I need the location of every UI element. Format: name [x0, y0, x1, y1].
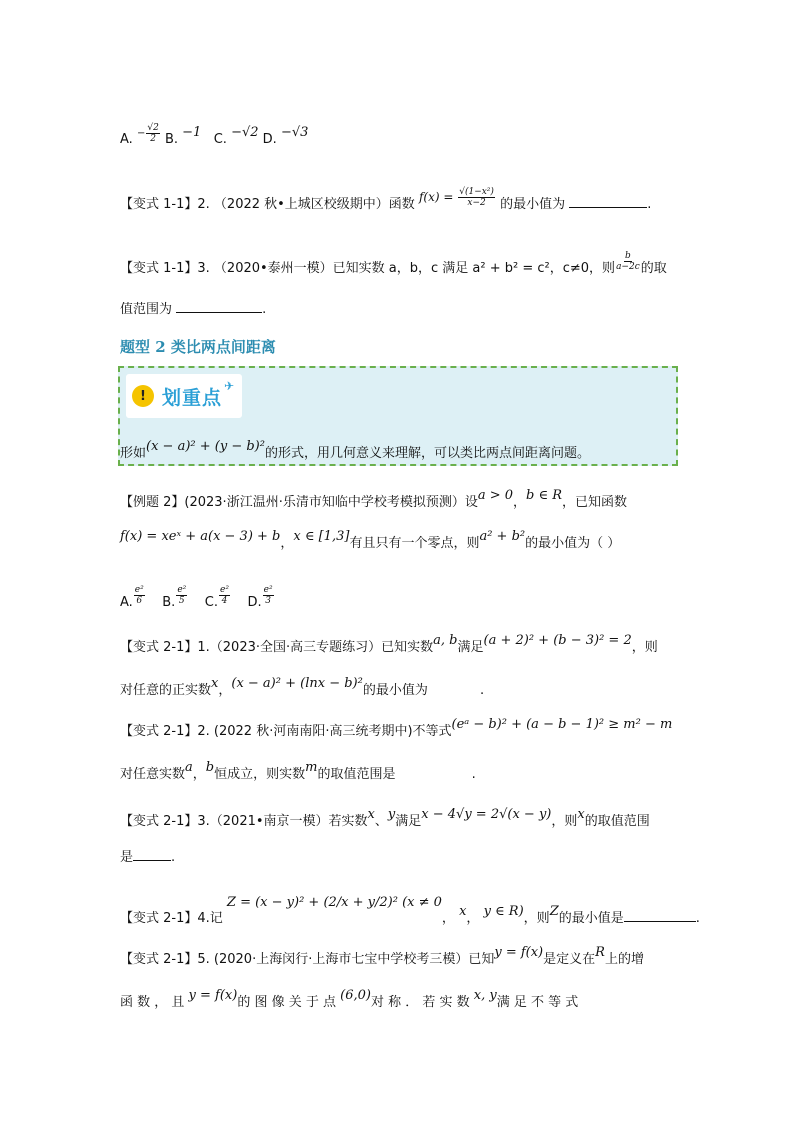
formula: $\frac{b}{a-2c}$ [616, 251, 640, 272]
option-a-label: A. [120, 132, 133, 147]
option-d-label: D. [262, 132, 277, 147]
variant-2-1-1 [120, 633, 658, 655]
badge-label: 划重点 [162, 386, 223, 409]
variant-tag: 【变式 1-1】3. [120, 261, 210, 276]
function: y = f(x) [494, 945, 544, 960]
answer-blank[interactable] [176, 300, 262, 313]
answer-blank[interactable] [569, 195, 647, 208]
variable-y: y [387, 807, 396, 822]
question-text: 函 数 ， 且 [120, 995, 185, 1010]
question-text-cont: 的 图 像 关 于 点 [237, 995, 337, 1010]
variant-source: 5. (2020·上海闵行·上海市七宝中学校考三模）已知 [197, 952, 495, 967]
question-text-cont: ，则 [523, 911, 550, 926]
period: . [171, 850, 176, 865]
variable-x: x [577, 807, 585, 822]
variant-source: （2023·全国·高三专题练习）已知实数 [209, 640, 434, 655]
period: . [262, 302, 267, 317]
answer-blank[interactable] [624, 909, 696, 922]
target-expression: a² + b² [479, 529, 526, 544]
question-text: 有且只有一个零点，则 [349, 536, 480, 551]
question-text: 满足 [395, 814, 422, 829]
note-formula: (x − a)² + (y − b)² [146, 439, 265, 454]
period: . [471, 767, 476, 782]
example-source: (2023·浙江温州·乐清市知临中学校考模拟预测）设 [184, 495, 478, 510]
question-text-end: 的取值范围 [584, 814, 650, 829]
variant-1-1-2 [120, 187, 652, 215]
point: (6,0) [340, 988, 371, 1003]
question-text-cont: 的取 [640, 261, 667, 276]
variant-2-1-3 [120, 807, 650, 829]
separator: ， [513, 495, 527, 510]
option-a-value: $\frac{\text{e²}}{6}$ [134, 585, 144, 606]
separator: ， [218, 683, 232, 698]
condition: y ∈ R) [483, 904, 524, 919]
question-text: 值范围为 [120, 302, 173, 317]
question-text: 对任意实数 [120, 767, 186, 782]
formula: f(x) = $\frac{\text{√(1−x²)}}{x-2}$ [418, 187, 494, 208]
question-text-end: 的最小值为 [362, 683, 428, 698]
question-text-cont: 对 称 ． 若 实 数 [370, 995, 470, 1010]
variant-tag: 【变式 2-1】3. [120, 814, 210, 829]
question-text: 对任意的正实数 [120, 683, 212, 698]
period: . [647, 197, 652, 212]
function-formula: f(x) = xeˣ + a(x − 3) + b [120, 529, 281, 544]
example-2 [120, 488, 628, 510]
option-c-value: $\frac{\text{e²}}{4}$ [220, 585, 229, 606]
variant-source: （2021•南京一模）若实数 [209, 814, 368, 829]
variables: a, b [433, 633, 458, 648]
condition: (a + 2)² + (b − 3)² = 2 [483, 633, 632, 648]
variant-source: （2022 秋•上城区校级期中）函数 [213, 197, 415, 212]
variant-2-1-5-line2 [120, 988, 579, 1010]
question-text-cont: 恒成立，则实数 [214, 767, 306, 782]
question-1-options [120, 123, 309, 151]
answer-blank[interactable] [133, 848, 171, 861]
key-point-badge [126, 374, 242, 418]
variant-tag: 【变式 2-1】 [120, 911, 198, 926]
variant-2-1-2 [120, 717, 673, 739]
function: y = f(x) [188, 988, 238, 1003]
question-text: 4.记 [197, 911, 223, 926]
question-text: 是定义在 [543, 952, 596, 967]
variant-tag: 【变式 2-1】 [120, 952, 198, 967]
option-b-value: −1 [182, 125, 202, 140]
separator: ， [466, 911, 480, 926]
variable-a: a [185, 760, 193, 775]
question-text: 是 [120, 850, 134, 865]
variables: x, y [473, 988, 497, 1003]
question-text-end: 的取值范围是 [317, 767, 396, 782]
question-text-cont: ，则 [551, 814, 578, 829]
separator: ， [192, 767, 206, 782]
variable-x: x [211, 676, 219, 691]
variant-2-1-2-line2 [120, 760, 476, 782]
lightbulb-icon: ! [132, 385, 154, 407]
example-2-line2 [120, 529, 621, 551]
option-b-label: B. [164, 132, 178, 147]
option-c-label: C. [213, 132, 227, 147]
variant-1-1-3-line2 [120, 298, 266, 317]
option-d-value: −√3 [280, 125, 309, 140]
question-text: （2020•泰州一模）已知实数 a，b，c 满足 a² + b² = c²，c≠0，则 [213, 261, 616, 276]
option-c-value: −√2 [231, 125, 259, 140]
separator: ， [441, 911, 455, 926]
question-text-end: ，则 [631, 640, 658, 655]
variant-tag: 【变式 2-1】1. [120, 640, 210, 655]
option-b-value: $\frac{\text{e²}}{5}$ [177, 585, 187, 606]
option-a-value: − √2 2 [136, 123, 159, 144]
option-a-label: A. [120, 595, 133, 610]
option-d-value: $\frac{\text{e²}}{3}$ [263, 585, 273, 606]
key-point-text [120, 439, 590, 461]
variant-1-1-3 [120, 251, 667, 279]
option-d-label: D. [247, 595, 262, 610]
condition-b: b ∈ R [526, 488, 563, 503]
inequality: (eᵃ − b)² + (a − b − 1)² ≥ m² − m [451, 717, 673, 732]
variant-tag: 【变式 2-1】 [120, 724, 198, 739]
variable-r: R [595, 945, 605, 960]
condition-a: a > 0 [477, 488, 514, 503]
note-prefix: 形如 [120, 446, 147, 461]
domain: x ∈ [1,3] [293, 529, 350, 544]
variable-m: m [305, 760, 318, 775]
question-text-end: 的最小值是 [558, 911, 624, 926]
variable-x: x [367, 807, 375, 822]
option-c-label: C. [204, 595, 219, 610]
section-heading: 题型 2 类比两点间距离 [120, 338, 276, 356]
separator: ， [280, 536, 294, 551]
question-text: ，已知函数 [562, 495, 628, 510]
note-suffix: 的形式，用几何意义来理解，可以类比两点间距离问题。 [264, 446, 590, 461]
period: . [695, 911, 700, 926]
example-2-options [120, 585, 275, 613]
variant-source: 2. (2022 秋·河南南阳·高三统考期中)不等式 [197, 724, 452, 739]
separator: 、 [374, 814, 388, 829]
key-point-box [118, 366, 678, 466]
variable-b: b [205, 760, 215, 775]
question-text: 满足 [457, 640, 484, 655]
variant-tag: 【变式 1-1】2. [120, 197, 210, 212]
period: . [479, 683, 485, 698]
variant-2-1-5 [120, 945, 644, 967]
paper-plane-icon: ✈ [224, 379, 235, 393]
variable-x: x [459, 904, 467, 919]
example-tag: 【例题 2】 [120, 495, 185, 510]
question-text-end: 满 足 不 等 式 [496, 995, 579, 1010]
formula: Z = (x − y)² + (2/x + y/2)² (x ≠ 0 [226, 895, 442, 910]
variant-2-1-3-line2 [120, 846, 175, 865]
variable-z: Z [549, 904, 559, 919]
question-text-end: 的最小值为（ ） [525, 536, 621, 551]
option-b-label: B. [162, 595, 176, 610]
question-text-end: 上的增 [604, 952, 644, 967]
variant-2-1-1-line2 [120, 676, 485, 698]
expression: (x − a)² + (lnx − b)² [231, 676, 363, 691]
condition: x − 4√y = 2√(x − y) [421, 807, 552, 822]
question-text: 的最小值为 [500, 197, 566, 212]
variant-2-1-4 [120, 895, 700, 926]
